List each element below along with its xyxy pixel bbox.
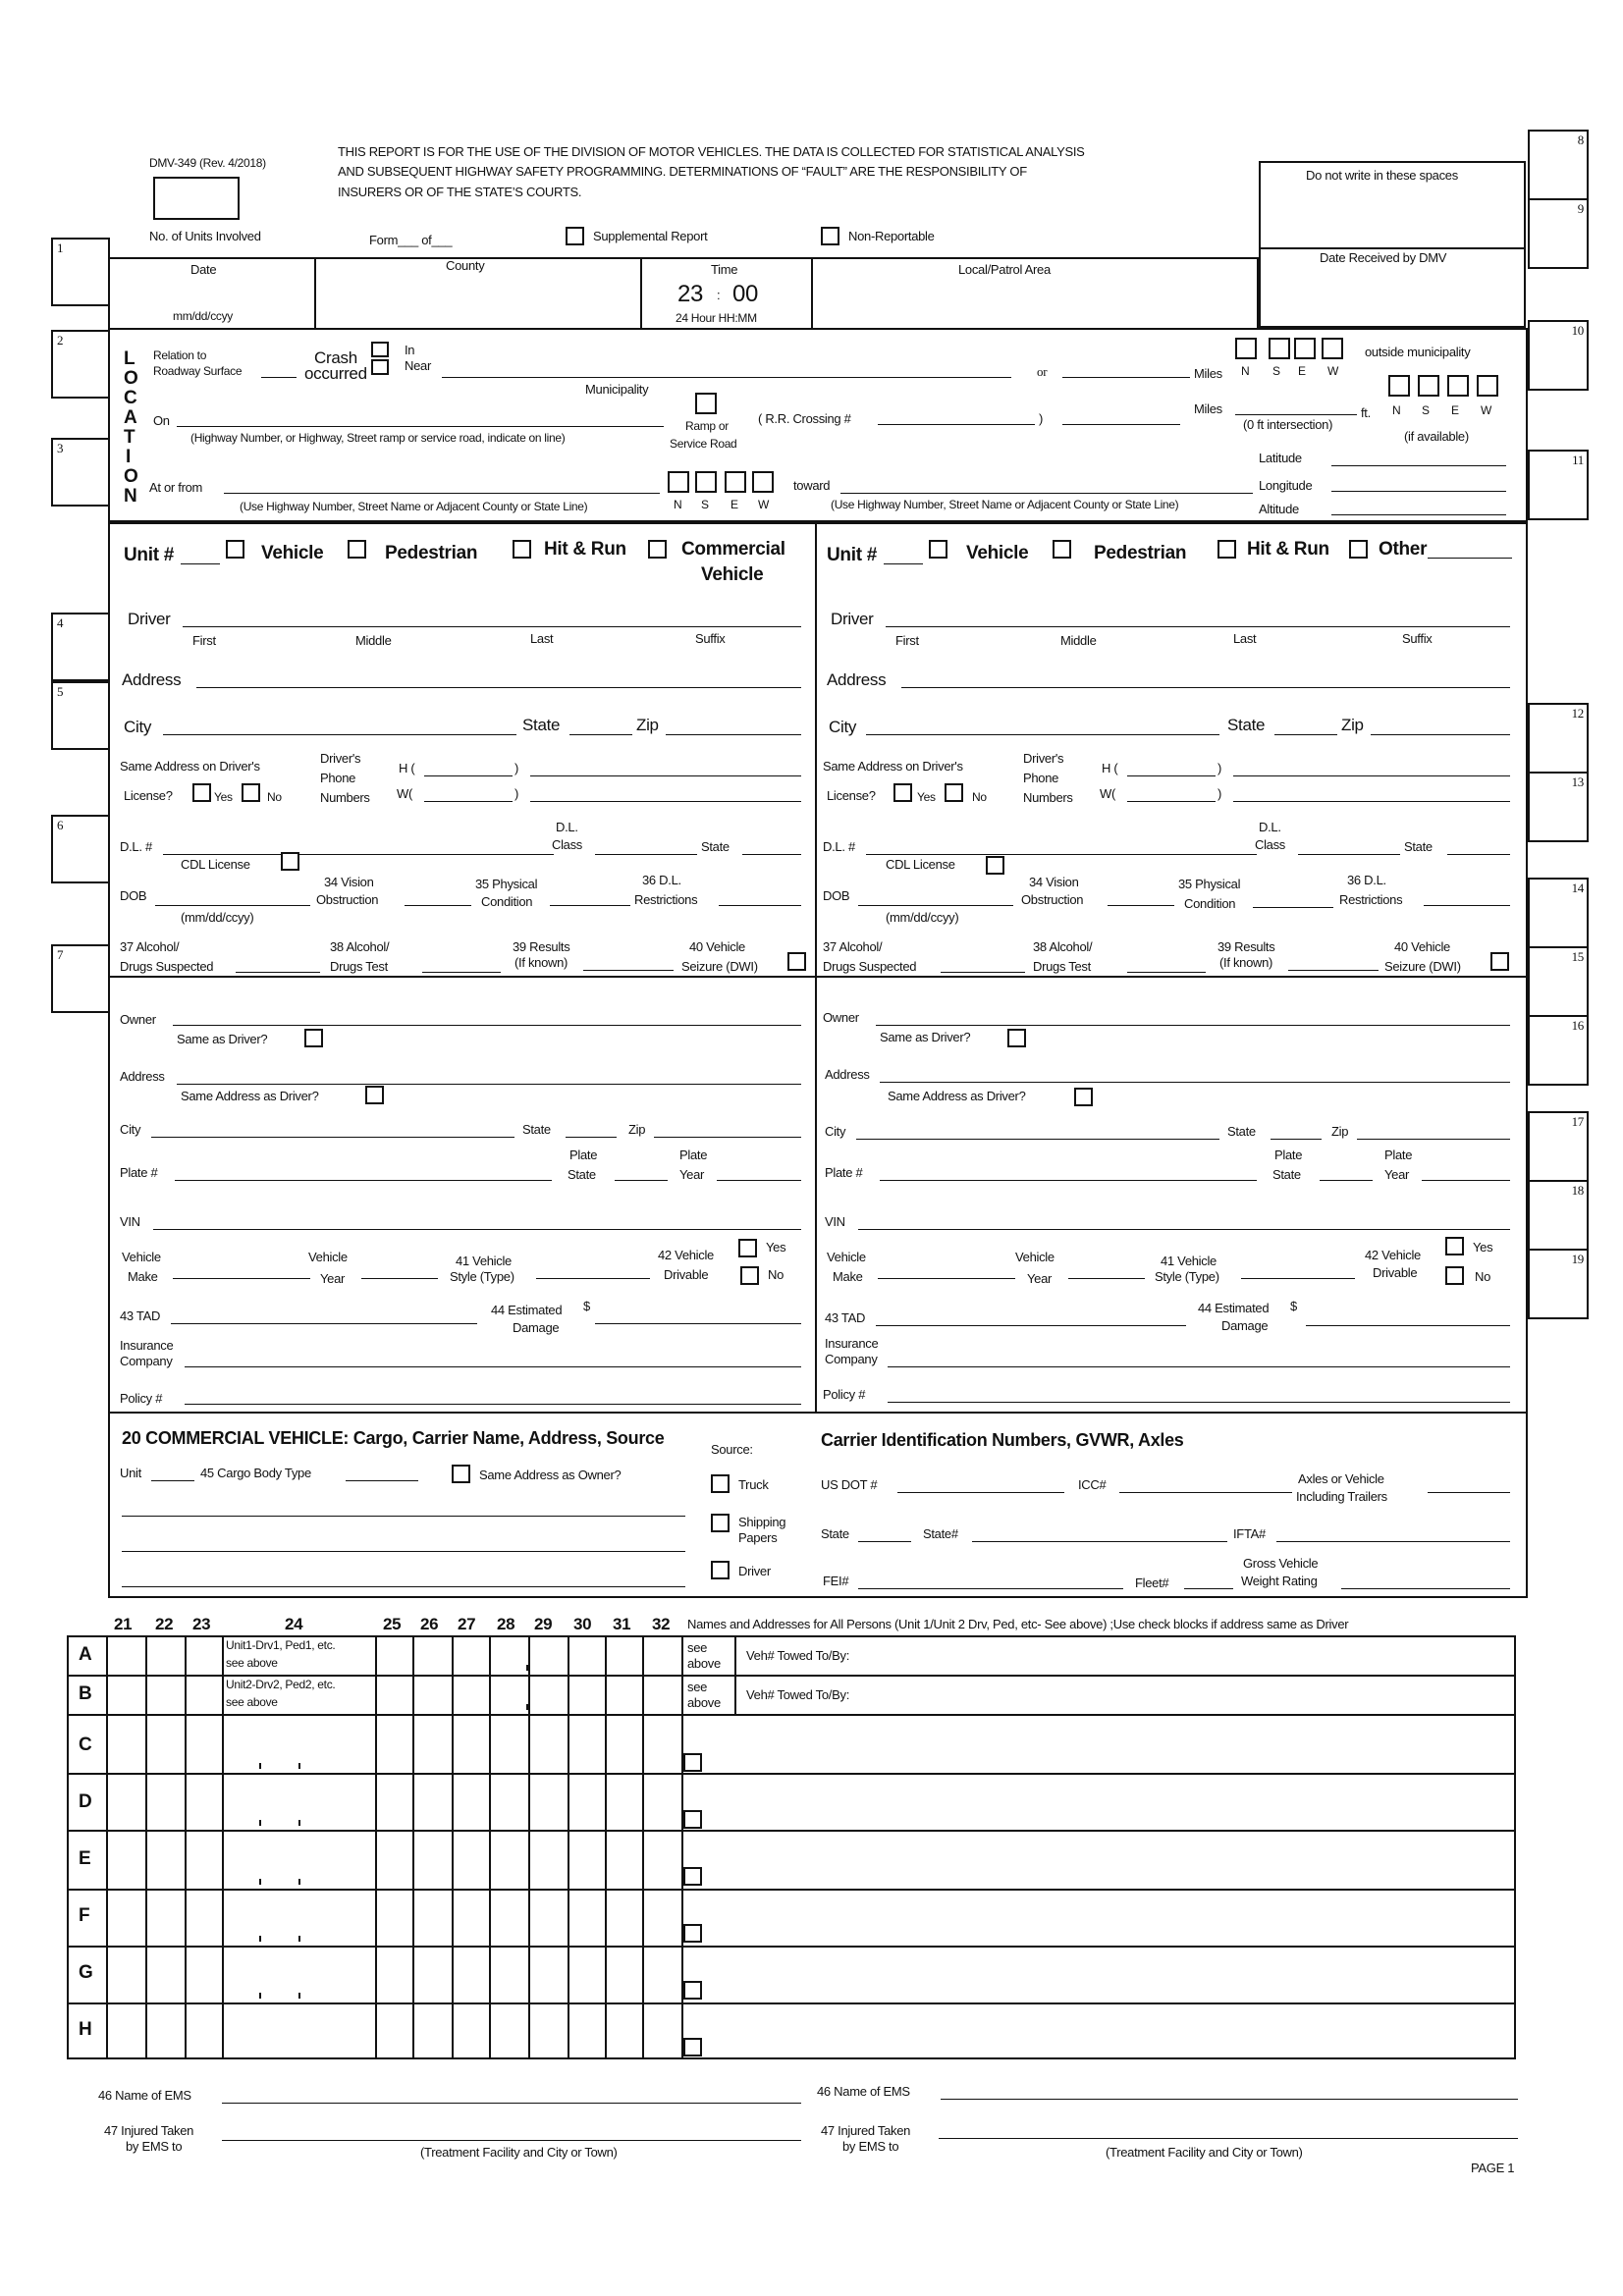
local-area-label: Local/Patrol Area [958,262,1051,277]
driver-right-seizure-checkbox[interactable] [1490,952,1509,971]
units-divider [815,522,817,1412]
non-reportable-label: Non-Reportable [848,229,935,243]
row-c-same-checkbox[interactable] [683,1753,702,1772]
rr-extra-line[interactable] [1062,424,1180,425]
ft-e-checkbox[interactable] [1447,375,1469,397]
owner-left-same-driver-checkbox[interactable] [304,1029,323,1047]
driver-left-work-area[interactable] [424,801,513,802]
driver-right-class-line[interactable] [1298,854,1400,855]
margin-box-6: 6 [51,815,110,883]
owner-right-zip-line[interactable] [1357,1139,1510,1140]
driver-right-alctest-line[interactable] [1127,972,1206,973]
margin-box-5: 5 [51,681,110,750]
commercial-carrier-line-3[interactable] [122,1586,685,1587]
ems-left-name-line[interactable] [222,2103,801,2104]
owner-left-make-line[interactable] [173,1278,310,1279]
county-label: County [446,258,485,273]
miles-s-checkbox[interactable] [1269,338,1290,359]
at-w-checkbox[interactable] [752,471,774,493]
do-not-write: Do not write in these spaces [1306,168,1458,183]
at-s-checkbox[interactable] [695,471,717,493]
driver-left-vision-line[interactable] [405,905,471,906]
driver-right-same-yes-checkbox[interactable] [893,783,912,802]
at-n-checkbox[interactable] [668,471,689,493]
owner-left-style-line[interactable] [536,1278,650,1279]
owner-right-same-driver-checkbox[interactable] [1007,1029,1026,1047]
owner-right-vin-line[interactable] [858,1229,1510,1230]
margin-box-15: 15 [1528,946,1589,1017]
driver-right-zip-line[interactable] [1371,734,1510,735]
time-format: 24 Hour HH:MM [676,311,757,325]
carrier-state-num-line[interactable] [972,1541,1227,1542]
driver-right-alcohol-line[interactable] [941,972,1025,973]
owner-left-vin-line[interactable] [153,1229,801,1230]
owner-left-plate-year-line[interactable] [717,1180,801,1181]
form-id: DMV-349 (Rev. 4/2018) [149,156,266,170]
margin-box-14: 14 [1528,878,1589,948]
driver-right-cdl-checkbox[interactable] [986,856,1004,875]
driver-left-restr-line[interactable] [719,905,801,906]
owner-left-zip-line[interactable] [654,1137,801,1138]
source-truck-checkbox[interactable] [711,1474,730,1493]
unit-left-hitrun-checkbox[interactable] [513,540,531,559]
unit-right-other-line[interactable] [1428,558,1512,559]
units-involved-label: No. of Units Involved [149,229,261,243]
at-e-checkbox[interactable] [725,471,746,493]
non-reportable-checkbox[interactable] [821,227,839,245]
driver-left-alctest-line[interactable] [422,972,501,973]
driver-left-home-phone[interactable] [530,775,801,776]
unit-right-pedestrian-checkbox[interactable] [1053,540,1071,559]
margin-box-19: 19 [1528,1249,1589,1319]
owner-right-make-line[interactable] [878,1278,1015,1279]
date-format: mm/dd/ccyy [173,309,234,323]
owner-left-name-line[interactable] [173,1025,801,1026]
owner-left-policy-line[interactable] [185,1404,801,1405]
commercial-title: 20 COMMERCIAL VEHICLE: Cargo, Carrier Name, Address, Source [122,1428,665,1448]
commercial-carrier-line-2[interactable] [122,1551,685,1552]
owner-left-address-line[interactable] [177,1084,801,1085]
owner-right-plate-line[interactable] [880,1180,1257,1181]
miles-e-checkbox[interactable] [1294,338,1316,359]
driver-right-city-line[interactable] [866,734,1219,735]
rr-crossing-line[interactable] [878,424,1035,425]
unit-right-number[interactable] [884,563,923,564]
driver-left-city-line[interactable] [163,734,516,735]
ems-left-facility-line[interactable] [222,2140,801,2141]
driver-right-home-phone[interactable] [1233,775,1510,776]
driver-left-physical-line[interactable] [550,905,630,906]
time-label: Time [711,262,738,277]
owner-right-address-line[interactable] [880,1082,1510,1083]
owner-right-year-line[interactable] [1068,1278,1145,1279]
gvw-line[interactable] [1341,1588,1510,1589]
notice-line-2: AND SUBSEQUENT HIGHWAY SAFETY PROGRAMMING. DETERMINATIONS OF “FAULT” ARE THE RESPONSIBILITY OF [338,164,1027,179]
unit-right-vehicle-checkbox[interactable] [929,540,947,559]
row-d-same-checkbox[interactable] [683,1810,702,1829]
unit-left-pedestrian-checkbox[interactable] [348,540,366,559]
form-id-box[interactable] [153,177,240,220]
row-e-same-checkbox[interactable] [683,1867,702,1886]
owner-right-state-line[interactable] [1271,1139,1322,1140]
driver-right-address-line[interactable] [901,687,1510,688]
driver-left-work-phone[interactable] [530,801,801,802]
driver-left-same-no-checkbox[interactable] [242,783,260,802]
driver-right-state-line[interactable] [1274,734,1337,735]
driver-left-zip-line[interactable] [666,734,801,735]
miles-w-checkbox[interactable] [1322,338,1343,359]
owner-divider [108,976,1528,978]
date-received-label: Date Received by DMV [1320,250,1447,265]
ems-right-name-line[interactable] [941,2099,1518,2100]
margin-box-3: 3 [51,438,110,507]
unit-left-number[interactable] [181,563,220,564]
margin-box-8: 8 [1528,130,1589,200]
commercial-cargo-line[interactable] [346,1480,418,1481]
date-label: Date [190,262,217,277]
driver-right-same-no-checkbox[interactable] [945,783,963,802]
owner-left-insurance-line[interactable] [185,1366,801,1367]
time-minutes[interactable]: 00 [732,281,759,307]
driver-left-cdl-checkbox[interactable] [281,852,299,871]
carrier-state-line[interactable] [858,1541,911,1542]
margin-box-2: 2 [51,330,110,399]
supplemental-label: Supplemental Report [593,229,708,243]
longitude-line[interactable] [1331,491,1506,492]
ft-s-checkbox[interactable] [1418,375,1439,397]
driver-left-seizure-checkbox[interactable] [787,952,806,971]
commercial-divider [108,1412,1528,1414]
owner-right-insurance-line[interactable] [888,1366,1510,1367]
driver-right-work-area[interactable] [1127,801,1216,802]
ft-line[interactable] [1235,414,1357,415]
usdot-line[interactable] [897,1492,1064,1493]
driver-left-home-area[interactable] [424,775,513,776]
ft-n-checkbox[interactable] [1388,375,1410,397]
owner-left-drivable-yes-checkbox[interactable] [738,1239,757,1257]
margin-box-7: 7 [51,944,110,1013]
driver-right-physical-line[interactable] [1253,907,1333,908]
unit-left-commercial-checkbox[interactable] [648,540,667,559]
form-of-label: Form___ of___ [369,233,453,247]
owner-right-name-line[interactable] [876,1025,1510,1026]
ramp-checkbox[interactable] [695,393,717,414]
driver-left-dob-line[interactable] [155,905,310,906]
row-b-towed: Veh# Towed To/By: [746,1687,850,1702]
driver-left-name-line[interactable] [183,626,801,627]
municipality-line[interactable] [442,377,1011,378]
commercial-same-owner-checkbox[interactable] [452,1465,470,1483]
unit-left-vehicle-checkbox[interactable] [226,540,244,559]
driver-left-results-line[interactable] [583,970,674,971]
driver-right-vision-line[interactable] [1108,905,1174,906]
driver-right-work-phone[interactable] [1233,801,1510,802]
owner-right-drivable-no-checkbox[interactable] [1445,1266,1464,1285]
miles-line[interactable] [1062,377,1190,378]
owner-left-year-line[interactable] [361,1278,438,1279]
on-road-line[interactable] [177,426,664,427]
row-f-same-checkbox[interactable] [683,1924,702,1943]
ft-w-checkbox[interactable] [1477,375,1498,397]
office-use-box [1259,161,1526,328]
driver-right-dl-line[interactable] [866,854,1257,855]
driver-left-dl-state-line[interactable] [742,854,801,855]
fleet-line[interactable] [1184,1588,1233,1589]
notice-line-1: THIS REPORT IS FOR THE USE OF THE DIVISION OF MOTOR VEHICLES. THE DATA IS COLLECTED FOR STATISTICAL ANALYSIS [338,144,1085,159]
source-shipping-checkbox[interactable] [711,1514,730,1532]
margin-box-1: 1 [51,238,110,306]
margin-box-16: 16 [1528,1015,1589,1086]
margin-box-12: 12 [1528,703,1589,774]
driver-left-alcohol-line[interactable] [236,972,320,973]
owner-right-tad-line[interactable] [876,1325,1186,1326]
source-driver-checkbox[interactable] [711,1561,730,1579]
near-checkbox[interactable] [371,359,389,375]
driver-right-dl-state-line[interactable] [1447,854,1510,855]
margin-box-9: 9 [1528,198,1589,269]
margin-box-18: 18 [1528,1180,1589,1251]
driver-left-state-line[interactable] [569,734,632,735]
time-separator: : [717,288,721,302]
owner-right-same-addr-checkbox[interactable] [1074,1088,1093,1106]
ifta-line[interactable] [1276,1541,1510,1542]
owner-right-damage-line[interactable] [1306,1325,1510,1326]
owner-left-plate-line[interactable] [175,1180,552,1181]
driver-right-restr-line[interactable] [1424,905,1510,906]
owner-right-plate-year-line[interactable] [1422,1180,1510,1181]
persons-header: Names and Addresses for All Persons (Unit 1/Unit 2 Drv, Ped, etc- See above) ;Use check blocks if address same as Driver [687,1617,1349,1631]
owner-right-style-line[interactable] [1241,1278,1355,1279]
toward-line[interactable] [840,493,1253,494]
owner-left-tad-line[interactable] [171,1323,477,1324]
carrier-title: Carrier Identification Numbers, GVWR, Axles [821,1430,1184,1450]
notice-line-3: INSURERS OR OF THE STATE’S COURTS. [338,185,582,199]
driver-right-name-line[interactable] [886,626,1510,627]
owner-right-drivable-yes-checkbox[interactable] [1445,1237,1464,1255]
miles-n-checkbox[interactable] [1235,338,1257,359]
row-h-same-checkbox[interactable] [683,2038,702,2056]
owner-left-damage-line[interactable] [595,1323,801,1324]
margin-box-13: 13 [1528,772,1589,842]
owner-left-city-line[interactable] [151,1137,514,1138]
owner-right-policy-line[interactable] [888,1402,1510,1403]
page-number: PAGE 1 [1471,2161,1515,2175]
row-g-same-checkbox[interactable] [683,1981,702,2000]
margin-box-11: 11 [1528,450,1589,520]
row-a-towed: Veh# Towed To/By: [746,1648,850,1663]
axles-line[interactable] [1428,1492,1510,1493]
unit-right-other-checkbox[interactable] [1349,540,1368,559]
supplemental-checkbox[interactable] [566,227,584,245]
owner-left-state-line[interactable] [566,1137,617,1138]
icc-line[interactable] [1119,1492,1292,1493]
owner-right-plate-state-line[interactable] [1320,1180,1373,1181]
margin-box-10: 10 [1528,320,1589,391]
latitude-line[interactable] [1331,465,1506,466]
driver-left-same-yes-checkbox[interactable] [192,783,211,802]
driver-right-home-area[interactable] [1127,775,1216,776]
driver-right-dob-line[interactable] [858,905,1013,906]
time-hours[interactable]: 23 [677,281,704,307]
driver-left-dl-line[interactable] [163,854,554,855]
driver-left-address-line[interactable] [196,687,801,688]
commercial-carrier-line-1[interactable] [122,1516,685,1517]
owner-left-plate-state-line[interactable] [615,1180,668,1181]
at-from-line[interactable] [224,493,660,494]
commercial-unit-line[interactable] [151,1480,194,1481]
owner-left-same-addr-checkbox[interactable] [365,1086,384,1104]
altitude-line[interactable] [1331,514,1506,515]
margin-box-4: 4 [51,613,110,681]
ems-right-facility-line[interactable] [939,2138,1518,2139]
unit-right-hitrun-checkbox[interactable] [1217,540,1236,559]
in-checkbox[interactable] [371,342,389,357]
owner-left-drivable-no-checkbox[interactable] [740,1266,759,1285]
fei-line[interactable] [858,1588,1123,1589]
owner-right-city-line[interactable] [856,1139,1219,1140]
margin-box-17: 17 [1528,1111,1589,1182]
driver-right-results-line[interactable] [1288,970,1379,971]
driver-left-class-line[interactable] [595,854,697,855]
